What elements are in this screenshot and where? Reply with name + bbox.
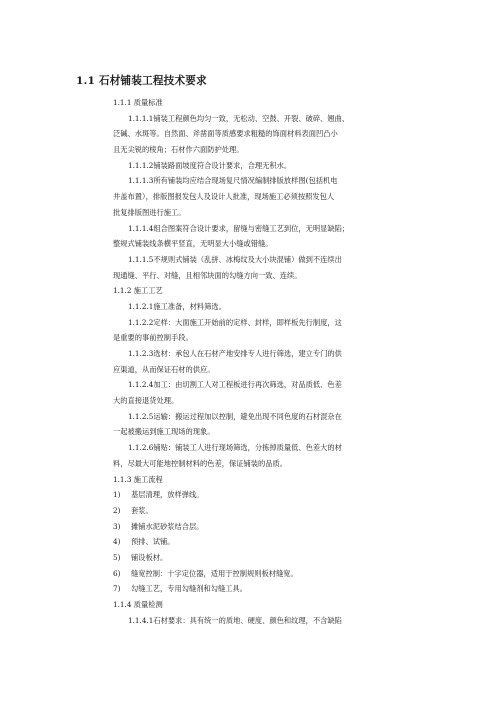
paragraph-line: 1.1.1.1铺装工程颜色均匀一致，无松动、空鼓、开裂、破碎、翘曲、 — [128, 113, 350, 123]
paragraph-line: 泛碱、水斑等。自然面、斧凿面等质感要求粗糙的饰面材料表面凹凸小 — [113, 129, 338, 139]
section-heading: 1.1.2 施工工艺 — [113, 286, 163, 296]
page-title: 1.1 石材铺装工程技术要求 — [76, 75, 207, 87]
paragraph-line: 1.1.1.5不规则式铺装（乱拼、冰梅纹及大小块混铺）做到不连续出 — [128, 254, 342, 264]
paragraph-line: 1.1.2.1施工准备，材料筛选。 — [128, 301, 226, 311]
paragraph-line: 1.1.2.5运输：搬运过程加以控制，避免出现不同色度的石材混杂在 — [128, 411, 342, 421]
list-text: 勾缝工艺，专用勾缝剂和勾缝工具。 — [131, 584, 248, 594]
list-number: 2) — [113, 505, 121, 515]
paragraph-line: 是重要的事前控制手段。 — [113, 333, 193, 343]
list-item — [113, 550, 446, 566]
list-number: 6) — [113, 568, 121, 578]
paragraph-line: 且无尖锐的棱角；石材作六面防护处理。 — [113, 145, 244, 155]
list-number: 7) — [113, 584, 121, 594]
paragraph-line: 1.1.1.4组合图案符合设计要求，留缝与密缝工艺到位，无明显缺陷； — [128, 223, 350, 233]
list-text: 铺设板材。 — [131, 552, 168, 562]
paragraph-line: 井盖布置），排版图报发包人及设计人批准，现场施工必须按照发包人 — [113, 192, 335, 202]
list-item — [113, 534, 446, 550]
paragraph-line: 1.1.2.4加工：由切割工人对工程板进行再次筛选，对品质低、色差 — [128, 380, 342, 390]
list-text: 预排、试铺。 — [131, 537, 175, 547]
list-item — [113, 566, 446, 582]
list-number: 4) — [113, 537, 121, 547]
list-number: 1) — [113, 490, 121, 500]
paragraph-line: 整规式铺装线条横平竖直，无明显大小缝或错缝。 — [113, 239, 273, 249]
paragraph-line: 料，尽最大可能地控制材料的色差，保证铺装的品质。 — [113, 458, 288, 468]
list-text: 缝宽控制：十字定位器，适用于控制规则板材缝宽。 — [131, 568, 298, 578]
section-heading: 1.1.3 施工流程 — [113, 474, 163, 484]
list-text: 基层清理，放样弹线。 — [131, 490, 204, 500]
list-number: 3) — [113, 521, 121, 531]
section-heading: 1.1.1 质量标准 — [113, 98, 163, 107]
list-number: 5) — [113, 552, 121, 562]
paragraph-line: 应渠道，从而保证石材的供应。 — [113, 364, 215, 374]
list-item — [113, 581, 446, 597]
document-body — [113, 95, 446, 628]
list-item — [113, 487, 446, 503]
paragraph-line: 批复排版图进行施工。 — [113, 207, 186, 217]
list-item — [113, 503, 446, 519]
paragraph-line: 1.1.2.3选材：承包人在石材产地安排专人进行筛选，建立专门的供 — [128, 349, 342, 358]
section-heading: 1.1.4 质量检测 — [113, 600, 163, 609]
paragraph-line: 1.1.1.2铺装路面坡度符合设计要求，合理无积水。 — [128, 160, 292, 170]
paragraph-line: 1.1.2.6铺贴：铺装工人进行现场筛选，分拣掉质量低、色差大的材 — [128, 443, 342, 453]
list-item — [113, 519, 446, 535]
paragraph-line: 现通缝、平行、对缝，且相邻块面的勾缝方向一致、连续。 — [113, 270, 302, 280]
paragraph-line: 1.1.2.2定样：大面施工开始前的定样、封样，即样板先行制度，这 — [128, 317, 342, 327]
paragraph-line: 1.1.4.1石材要求：具有统一的质地、硬度、颜色和纹理，不含缺陷 — [128, 615, 342, 625]
paragraph-line: 1.1.1.3所有铺装均应结合现场复尺情况编制排版放样图(包括机电 — [128, 176, 338, 186]
paragraph-line: 一起被搬运到施工现场的现象。 — [113, 427, 215, 437]
paragraph-line: 大的直接退货处理。 — [113, 396, 179, 406]
list-text: 套浆。 — [131, 505, 153, 515]
list-text: 摊铺水泥砂浆结合层。 — [131, 521, 204, 531]
